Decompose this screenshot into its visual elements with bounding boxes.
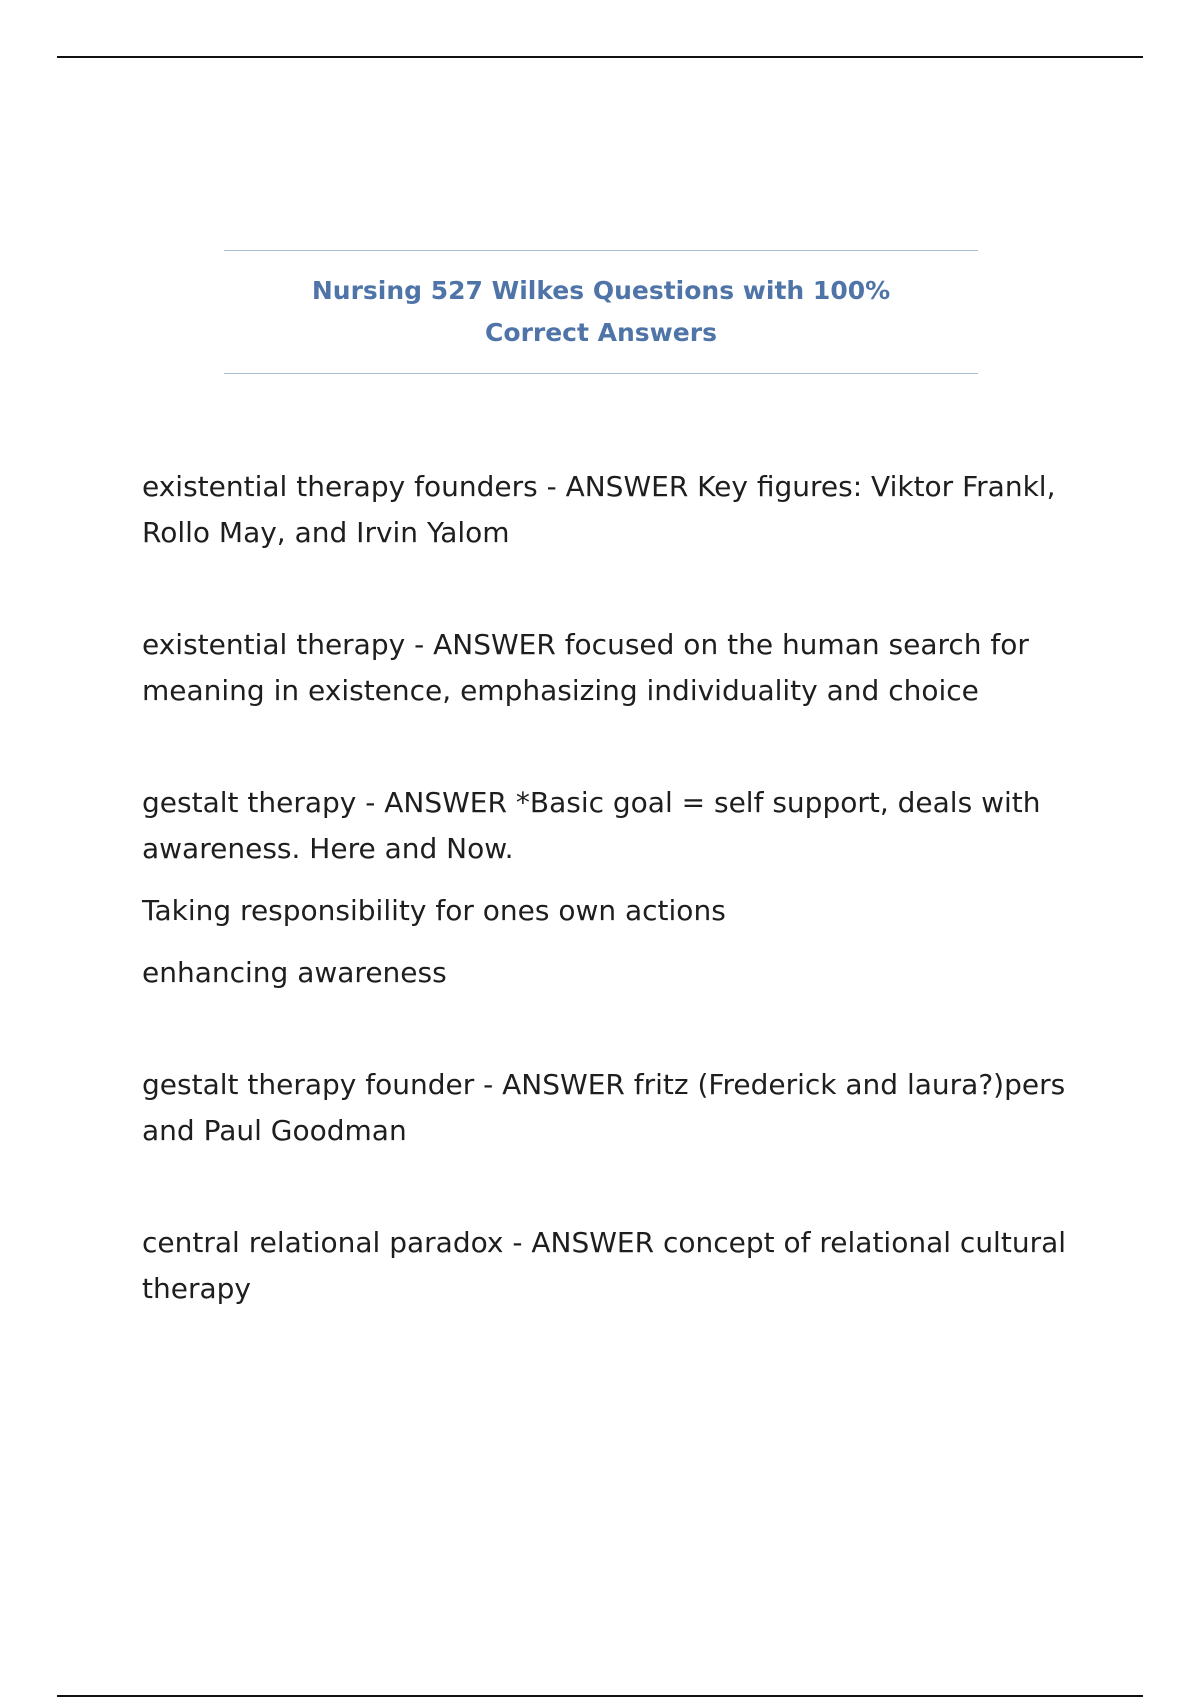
qa-text: existential therapy - ANSWER focused on the human search for meaning in existence, emphasizing individuality and choice [142,628,1038,707]
qa-text-continuation: Taking responsibility for ones own actions [142,894,726,927]
qa-entry [142,464,1082,556]
qa-entry [142,622,1082,714]
document-title: Nursing 527 Wilkes Questions with 100% Correct Answers [311,276,891,347]
qa-text: existential therapy founders - ANSWER Key figures: Viktor Frankl, Rollo May, and Irvin Yalom [142,470,1065,549]
page-bottom-rule [57,1695,1143,1697]
qa-entry [142,780,1082,996]
qa-entry [142,1062,1082,1154]
qa-text: central relational paradox - ANSWER concept of relational cultural therapy [142,1226,1075,1305]
page-top-rule [57,56,1143,58]
qa-entry [142,1220,1082,1312]
qa-list [142,464,1082,1378]
title-block [224,250,978,374]
qa-text: gestalt therapy founder - ANSWER fritz (Frederick and laura?)pers and Paul Goodman [142,1068,1075,1147]
qa-text: gestalt therapy - ANSWER *Basic goal = self support, deals with awareness. Here and Now. [142,786,1050,865]
qa-text-continuation: enhancing awareness [142,956,447,989]
